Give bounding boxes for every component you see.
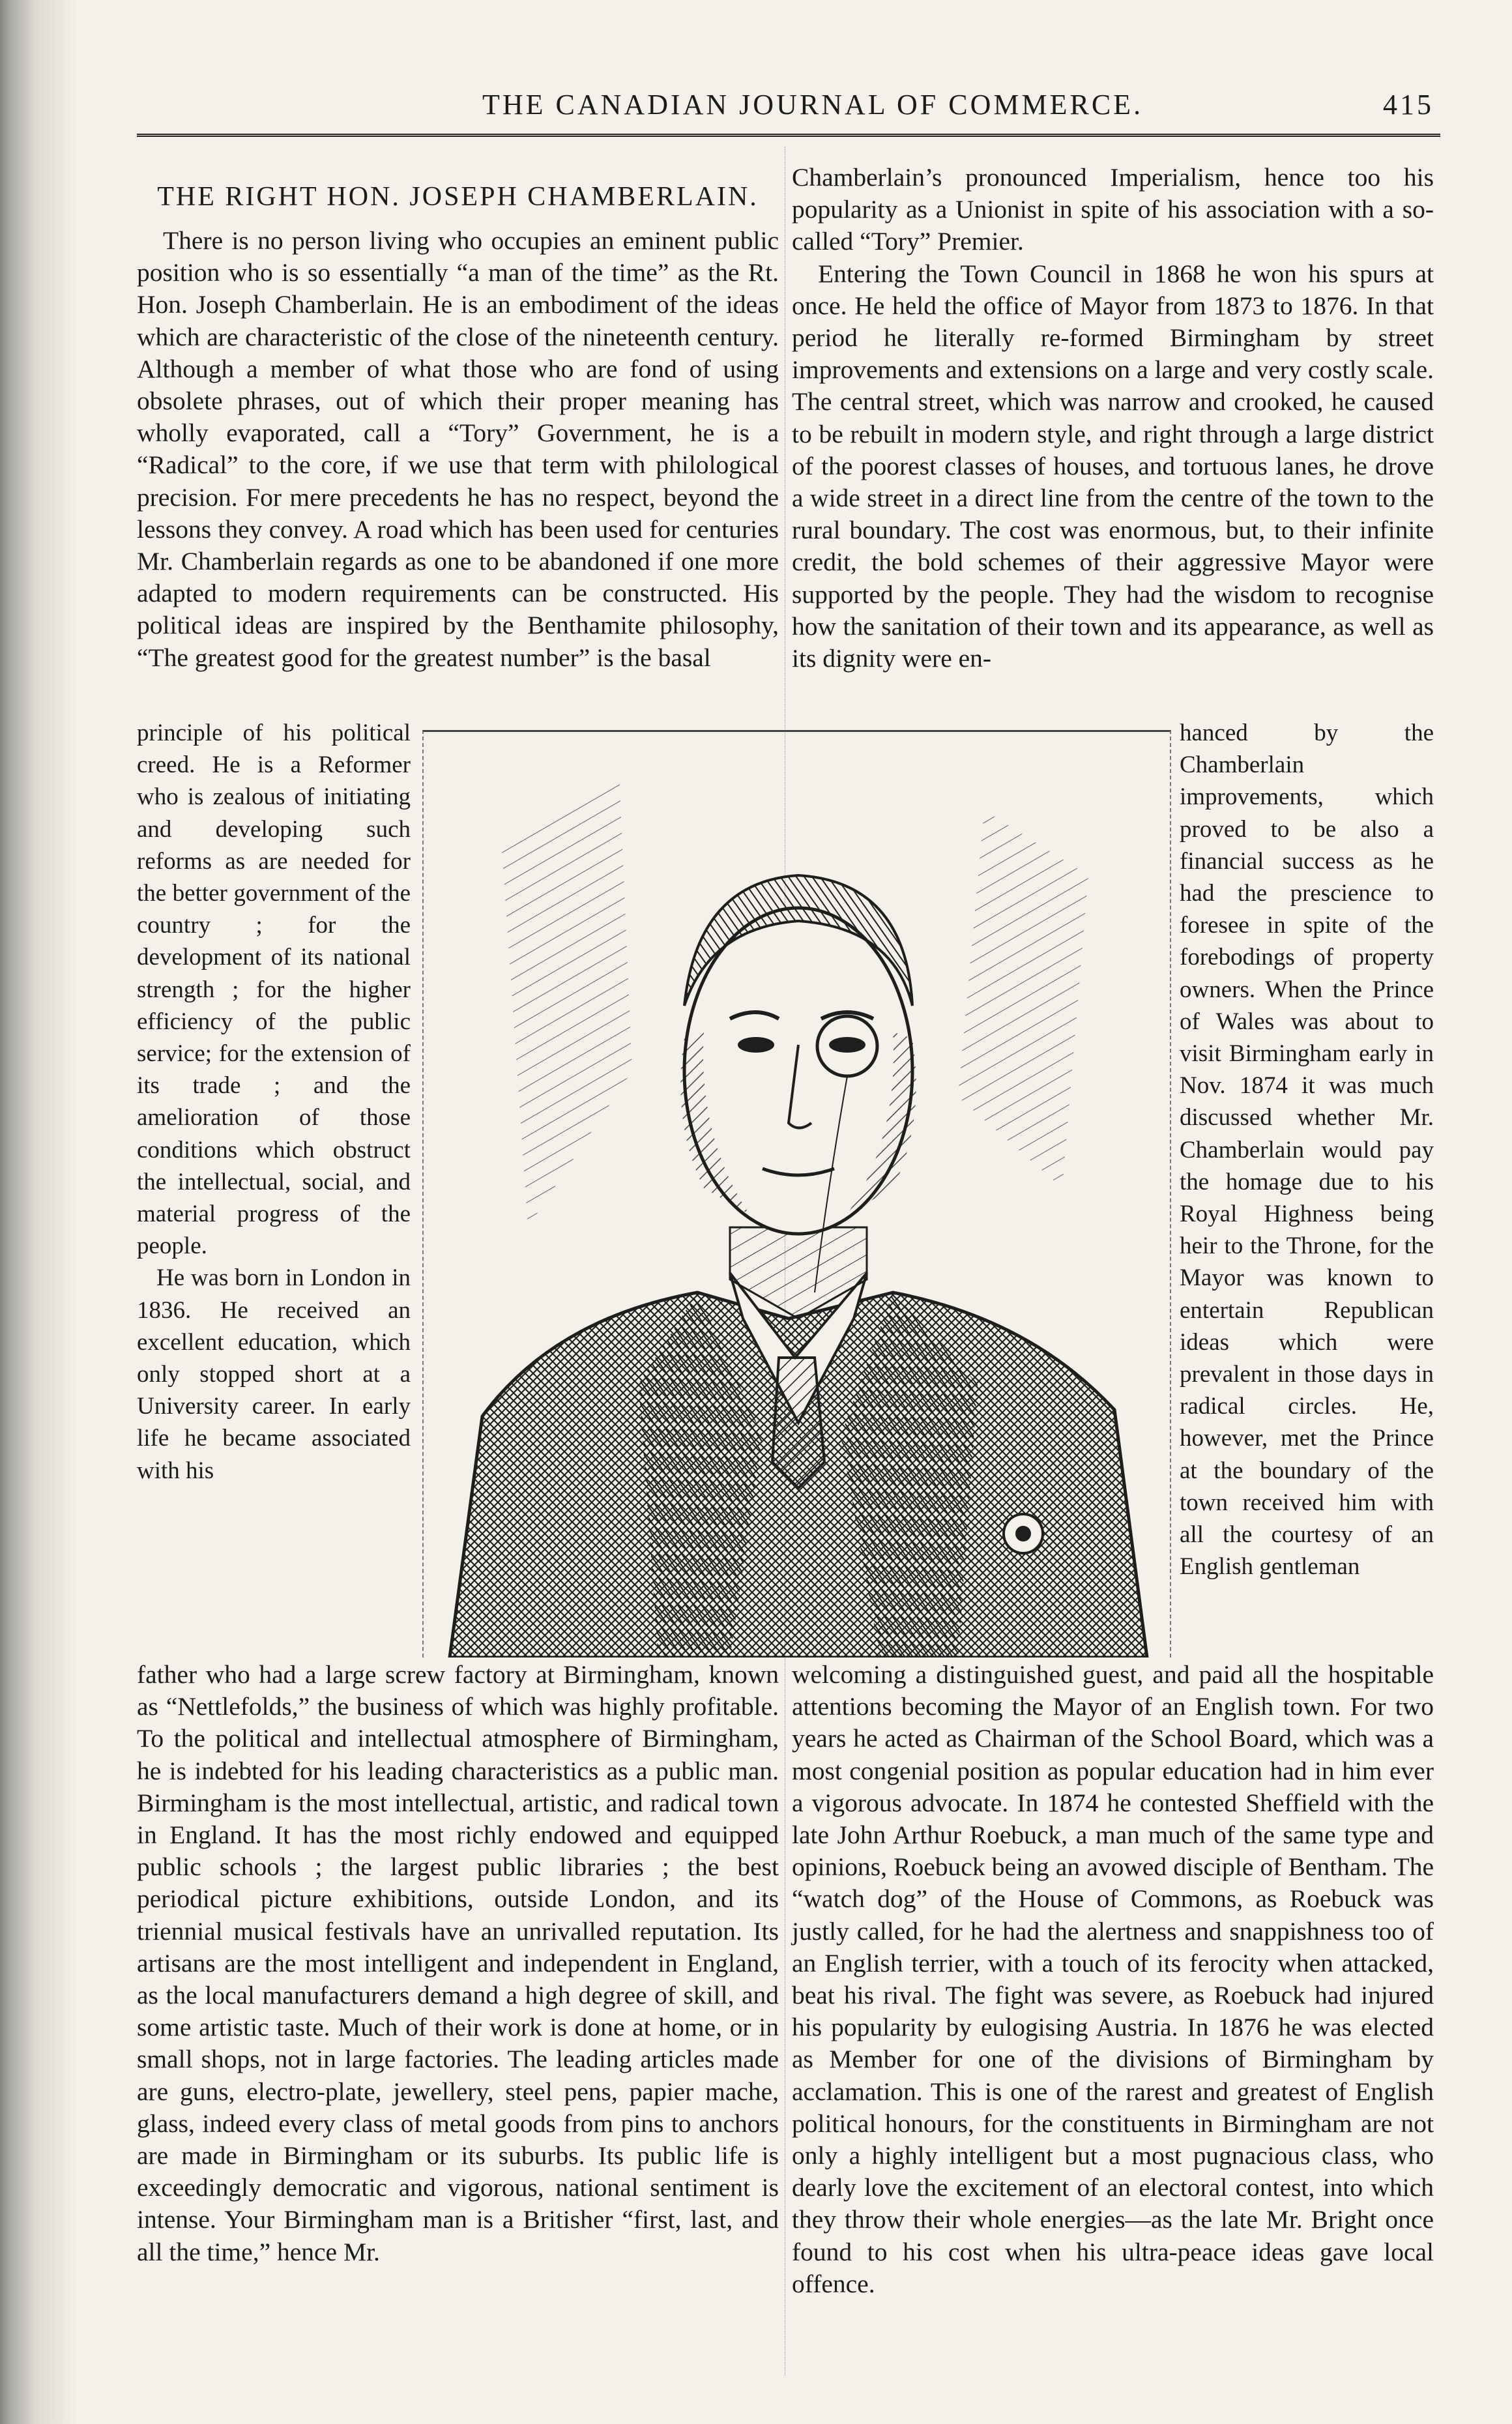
column-left-wrap — [137, 717, 411, 1487]
page-header — [143, 81, 1434, 127]
paragraph: There is no person living who occupies an eminent public position who is so essentially “a man of the time” as the Rt. Hon. Joseph Chamberlain. He is an embodiment of the ideas which are characteristic of the close of the nineteenth century. Although a member of what those who are fond of using obsolete phrases, out of which their proper meaning has wholly evaporated, call a “Tory” Government, he is a “Radical” to the core, if we use that term with philological precision. For mere precedents he has no respect, beyond the lessons they convey. A road which has been used for centuries Mr. Chamberlain regards as one to be abandoned if one more adapted to modern requirements can be constructed. His political ideas are inspired by the Benthamite philosophy, “The greatest good for the greatest number” is the basal — [137, 226, 779, 672]
article-title: THE RIGHT HON. JOSEPH CHAMBERLAIN. — [157, 182, 759, 212]
portrait-illustration — [422, 730, 1171, 1657]
paragraph: principle of his political creed. He is a Reformer who is zealous of initiating and developing such reforms as are needed for the better government of the country ; for the development of its national strength ; for the higher efficiency of the public service; for the extension of its trade ; and the amelioration of those conditions which obstruct the intellectual, social, and material progress of the people. — [137, 720, 411, 1260]
running-title: THE CANADIAN JOURNAL OF COMMERCE. — [482, 89, 1144, 121]
paragraph: He was born in London in 1836. He received an excellent education, which only stopped short at a University career. In early life he became associated with his — [137, 1264, 411, 1484]
paragraph: welcoming a distinguished guest, and paid all the hospitable attentions becoming the Mayor of an English town. For two years he acted as Chairman of the School Board, which was a most congenial position as popular education had in him ever a vigorous advocate. In 1874 he contested Sheffield with the late John Arthur Roebuck, a man much of the same type and opinions, Roebuck being an avowed disciple of Bentham. The “watch dog” of the House of Commons, as Roebuck was justly called, for he had the alertness and snappishness too of an English terrier, with a touch of its ferocity when attacked, beat his rival. The fight was severe, as Roebuck had injured his popularity by eulogising Austria. In 1876 he was elected as Member for one of the divisions of Birmingham by acclamation. This is one of the rarest and greatest of English political honours, for the constituents in Birmingham are not only a highly intelligent but a most pugnacious class, who dearly love the excitement of an electoral contest, into which they throw their whole energies—as the late Mr. Bright once found to his cost when his ultra-peace ideas gave local offence. — [792, 1660, 1434, 2298]
paragraph: father who had a large screw factory at Birmingham, known as “Nettlefolds,” the business of which was highly profitable. To the political and intellectual atmosphere of Birmingham, he is indebted for his leading characteristics as a public man. Birmingham is the most intellectual, artistic, and radical town in England. It has the most richly endowed and equipped public schools ; the largest public libraries ; the best periodical picture exhibitions, outside London, and its triennial musical festivals have an unrivalled reputation. Its artisans are the most intelligent and independent in England, as the local manufacturers demand a high degree of skill, and some artistic taste. Much of their work is done at home, or in small shops, not in large factories. The leading articles made are guns, electro-plate, jewellery, steel pens, papier mache, glass, indeed every class of metal goods from pins to anchors are made in Birmingham or its suburbs. Its public life is exceedingly democratic and vigorous, national sentiment is intense. Your Birmingham man is a Britisher “first, last, and all the time,” hence Mr. — [137, 1660, 779, 2266]
column-right-top — [792, 162, 1434, 675]
column-left-top — [137, 225, 779, 674]
paragraph: Chamberlain’s pronounced Imperialism, hence too his popularity as a Unionist in spite of his association with a so-called “Tory” Premier. — [792, 163, 1434, 256]
column-right-bottom — [792, 1659, 1434, 2300]
scanned-binding-edge — [0, 0, 78, 2424]
paragraph: hanced by the Chamberlain improvements, which proved to be also a financial success as he had the prescience to foresee in spite of the forebodings of property owners. When the Prince of Wales was about to visit Birmingham early in Nov. 1874 it was much discussed whether Mr. Chamberlain would pay the homage due to his Royal Highness being heir to the Throne, for the Mayor was known to entertain Republican ideas which were prevalent in those days in radical circles. He, however, met the Prince at the boundary of the town received him with all the courtesy of an English gentleman — [1180, 720, 1434, 1581]
paragraph: Entering the Town Council in 1868 he won his spurs at once. He held the office of Mayor from 1873 to 1876. In that period he literally re-formed Birmingham by street improvements and extensions on a large and very costly scale. The central street, which was narrow and crooked, he caused to be rebuilt in modern style, and right through a large district of the poorest classes of houses, and tortuous lanes, he drove a wide street in a direct line from the centre of the town to the rural boundary. The cost was enormous, but, to their infinite credit, the bold schemes of their aggressive Mayor were supported by the people. They had the wisdom to recognise how the sanitation of their town and its appearance, as well as its dignity were en- — [792, 259, 1434, 673]
header-rule — [137, 134, 1440, 137]
page-number: 415 — [1383, 89, 1434, 121]
column-left-bottom — [137, 1659, 779, 2268]
column-right-wrap — [1180, 717, 1434, 1583]
portrait-engraving — [424, 732, 1170, 1657]
